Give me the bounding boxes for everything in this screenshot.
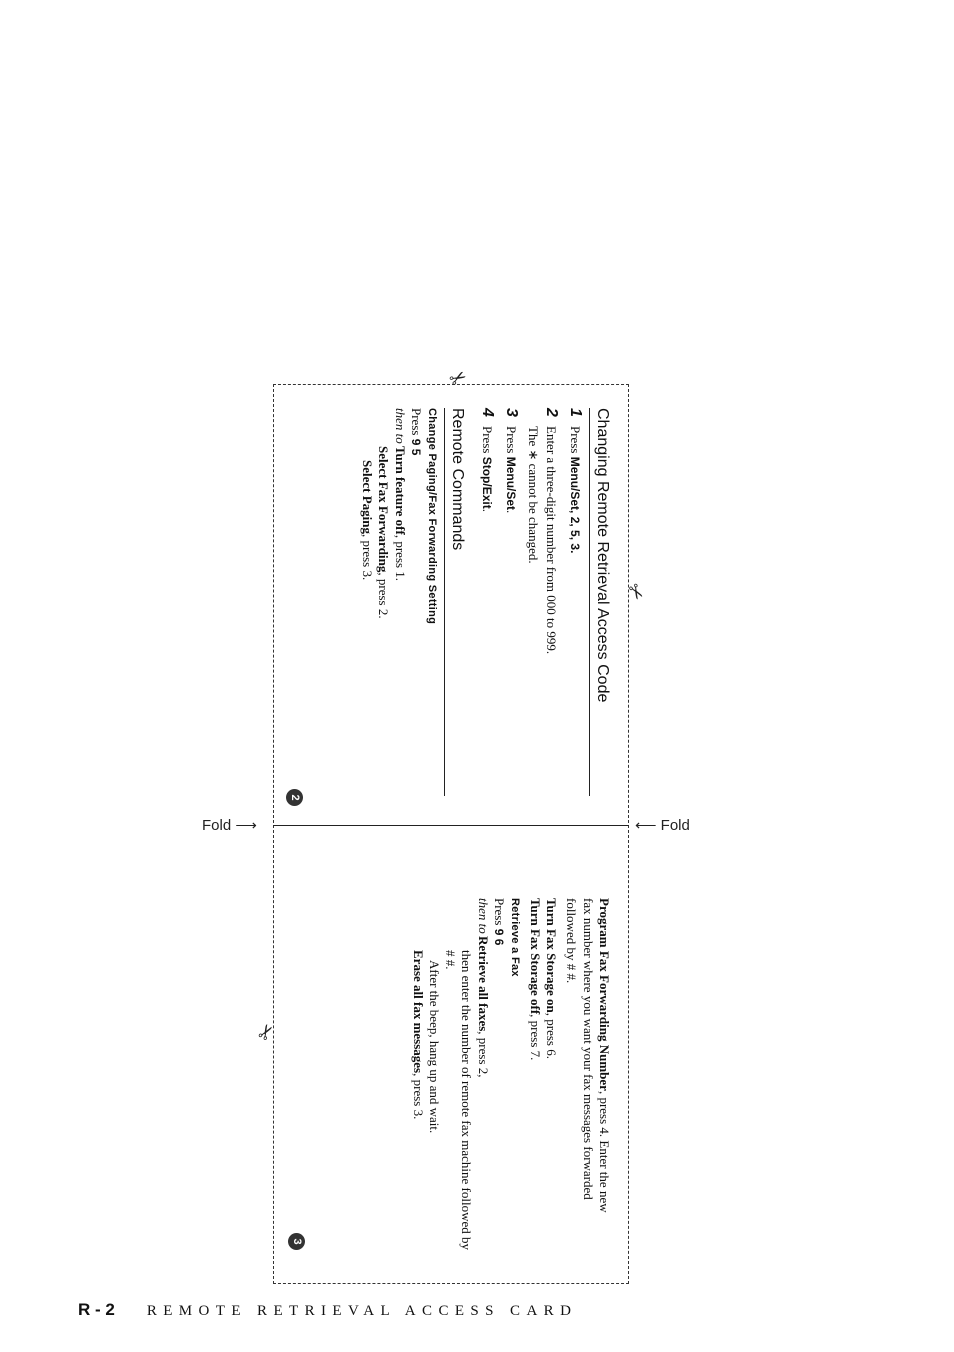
step-number: 1 [567,408,584,417]
step-text: Press Stop/Exit. [479,426,495,512]
scissors-icon: ✂ [621,578,651,606]
option-erase-all: Erase all fax messages, press 3. [410,950,426,1120]
page-badge-3: 3 [288,1233,305,1250]
option-retrieve-all: then toRetrieve all faxes, press 2, [475,898,491,1078]
storage-off: Turn Fax Storage off, press 7. [528,898,543,1061]
press-line: Press 9 6 [492,898,507,946]
page-badge-2: 2 [286,789,303,806]
program-forwarding-number: Program Fax Forwarding Number, press 4. Enter the new fax number where you want your fax messages forwarded followed by # #. [564,898,612,1213]
page-footer [78,1300,577,1320]
fold-line [273,825,629,826]
page-number: R - 2 [78,1300,115,1319]
retrieve-all-note-1: then enter the number of remote fax machine followed by # #. [443,950,475,1250]
step-text: Press Menu/Set, 2, 5, 3. [568,426,583,554]
section-title-access-code: Changing Remote Retrieval Access Code [589,408,612,796]
change-setting-heading: Change Paging/Fax Forwarding Setting [425,408,438,625]
step-number: 2 [543,408,560,417]
step-number: 4 [478,408,496,417]
option-fax-forwarding: Select Fax Forwarding, press 2. [376,446,392,619]
step-3 [501,408,521,808]
option-paging: Select Paging, press 3. [360,460,376,581]
fold-label-left: Fold ⟶ [202,817,257,834]
step-1 [565,408,585,808]
fold-text: Fold [660,817,690,834]
panel-fax-commands [282,898,612,1258]
step-text: Press Menu/Set. [503,426,519,514]
panel-access-code [272,408,612,808]
step-text: Enter a three-digit number from 000 to 999. [544,426,559,655]
step-2 [541,408,561,808]
step-4 [477,408,497,808]
scissors-icon: ✂ [444,363,472,393]
scissors-icon: ✂ [251,1018,281,1046]
step-number: 3 [502,408,520,417]
fold-text: Fold [202,817,232,834]
fold-label-right: ⟵ Fold [635,817,690,834]
retrieve-all-note-2: After the beep, hang up and wait. [427,960,442,1134]
press-line: Press 9 5 [409,408,424,456]
retrieve-fax-heading: Retrieve a Fax [508,898,521,977]
footer-title: REMOTE RETRIEVAL ACCESS CARD [146,1303,578,1319]
section-title-remote-commands: Remote Commands [444,408,467,796]
step-2-note: The ∗ cannot be changed. [526,426,541,564]
option-turn-off: then toTurn feature off, press 1. [392,408,408,582]
storage-on: Turn Fax Storage on, press 6. [544,898,560,1059]
